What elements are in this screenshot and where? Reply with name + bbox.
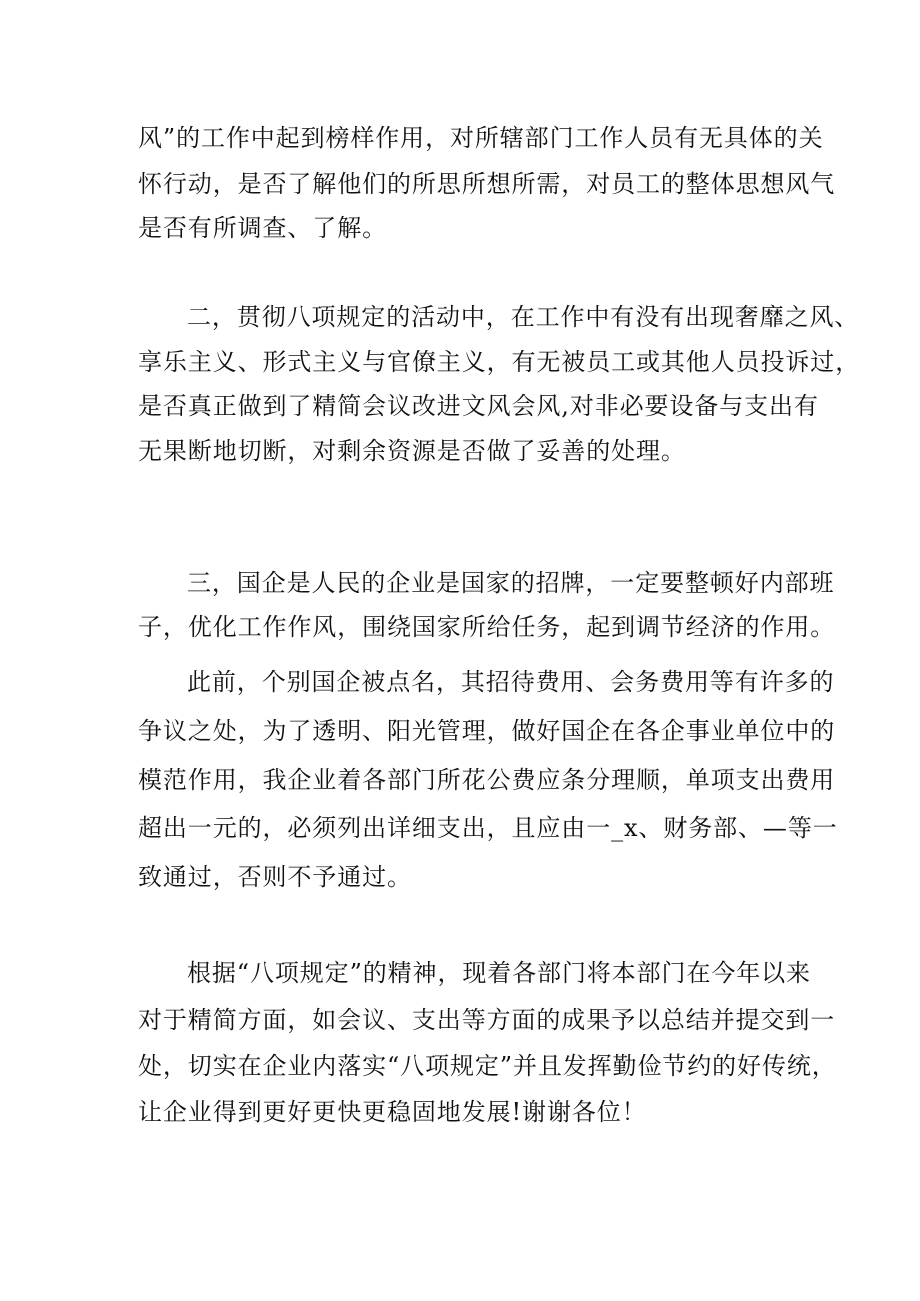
paragraph-1-line-3: 是否有所调查、了解。	[138, 214, 387, 242]
paragraph-3-line-2: 子，优化工作作风，围绕国家所给任务，起到调节经济的作用。	[138, 613, 836, 641]
paragraph-5-line-1: 根据“八项规定”的精神，现着各部门将本部门在今年以来	[187, 959, 811, 987]
paragraph-5-line-3: 处，切实在企业内落实“八项规定”并且发挥勤俭节约的好传统，	[138, 1052, 837, 1080]
paragraph-4-line-1: 此前，个别国企被点名，其招待费用、会务费用等有许多的	[187, 668, 835, 696]
paragraph-4-line-4: 超出一元的，必须列出详细支出，且应由一_x、财务部、—等一	[138, 814, 838, 842]
paragraph-4-line-5: 致通过，否则不予通过。	[138, 863, 412, 891]
paragraph-2-line-1: 二，贯彻八项规定的活动中，在工作中有没有出现奢靡之风、	[187, 303, 860, 331]
paragraph-1-line-1: 风”的工作中起到榜样作用，对所辖部门工作人员有无具体的关	[138, 124, 824, 152]
paragraph-2-line-3: 是否真正做到了精简会议改进文风会风,对非必要设备与支出有	[138, 392, 819, 420]
paragraph-4-line-3: 模范作用，我企业着各部门所花公费应条分理顺，单项支出费用	[138, 766, 836, 794]
paragraph-5-line-2: 对于精简方面，如会议、支出等方面的成果予以总结并提交到一	[138, 1006, 836, 1034]
paragraph-1-line-2: 怀行动，是否了解他们的所思所想所需，对员工的整体思想风气	[138, 170, 836, 198]
paragraph-5-line-4: 让企业得到更好更快更稳固地发展!谢谢各位！	[138, 1098, 647, 1126]
paragraph-2-line-2: 享乐主义、形式主义与官僚主义，有无被员工或其他人员投诉过，	[138, 348, 861, 376]
paragraph-2-line-4: 无果断地切断，对剩余资源是否做了妥善的处理。	[138, 437, 686, 465]
paragraph-4-line-2: 争议之处，为了透明、阳光管理，做好国企在各企事业单位中的	[138, 717, 836, 745]
paragraph-3-line-1: 三，国企是人民的企业是国家的招牌，一定要整顿好内部班	[187, 569, 835, 597]
